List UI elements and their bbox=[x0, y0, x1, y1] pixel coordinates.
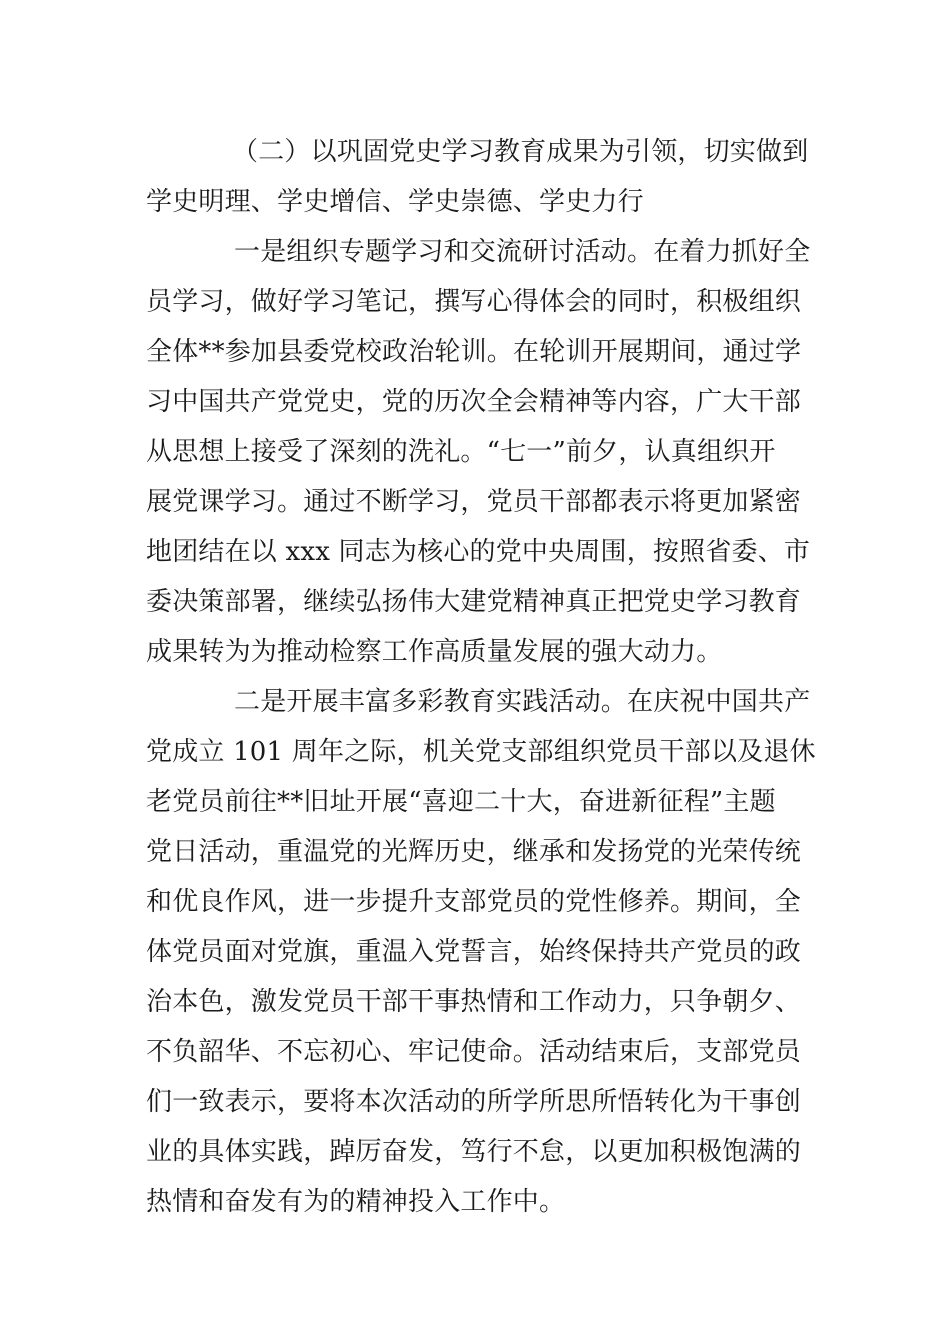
paragraph-2-line-9: 们一致表示，要将本次活动的所学所思所悟转化为干事创 bbox=[146, 1087, 802, 1117]
paragraph-1-line-8: 委决策部署，继续弘扬伟大建党精神真正把党史学习教育 bbox=[146, 587, 802, 617]
section-heading-line-2: 学史明理、学史增信、学史崇德、学史力行 bbox=[146, 187, 644, 217]
paragraph-1-line-9: 成果转为为推动检察工作高质量发展的强大动力。 bbox=[146, 637, 723, 667]
paragraph-2-line-11: 热情和奋发有为的精神投入工作中。 bbox=[146, 1187, 566, 1217]
paragraph-1-line-1: 一是组织专题学习和交流研讨活动。在着力抓好全 bbox=[234, 237, 811, 267]
paragraph-1-line-6: 展党课学习。通过不断学习，党员干部都表示将更加紧密 bbox=[146, 487, 802, 517]
section-heading-line-1: （二）以巩固党史学习教育成果为引领，切实做到 bbox=[232, 137, 809, 167]
paragraph-2-line-7: 治本色，激发党员干部干事热情和工作动力，只争朝夕、 bbox=[146, 987, 802, 1017]
paragraph-2-line-3: 老党员前往**旧址开展“喜迎二十大，奋进新征程”主题 bbox=[146, 787, 776, 817]
paragraph-2-line-1: 二是开展丰富多彩教育实践活动。在庆祝中国共产 bbox=[234, 687, 811, 717]
paragraph-1-line-7: 地团结在以 xxx 同志为核心的党中央周围，按照省委、市 bbox=[146, 537, 811, 567]
paragraph-1-line-4: 习中国共产党党史，党的历次全会精神等内容，广大干部 bbox=[146, 387, 802, 417]
paragraph-2-line-10: 业的具体实践，踔厉奋发，笃行不怠，以更加积极饱满的 bbox=[146, 1137, 802, 1167]
paragraph-1-line-5: 从思想上接受了深刻的洗礼。“七一”前夕，认真组织开 bbox=[146, 437, 776, 467]
paragraph-2-line-5: 和优良作风，进一步提升支部党员的党性修养。期间，全 bbox=[146, 887, 802, 917]
paragraph-2-line-4: 党日活动，重温党的光辉历史，继承和发扬党的光荣传统 bbox=[146, 837, 802, 867]
paragraph-2-line-6: 体党员面对党旗，重温入党誓言，始终保持共产党员的政 bbox=[146, 937, 802, 967]
paragraph-1-line-2: 员学习，做好学习笔记，撰写心得体会的同时，积极组织 bbox=[146, 287, 802, 317]
paragraph-2-line-2: 党成立 101 周年之际，机关党支部组织党员干部以及退休 bbox=[146, 737, 816, 767]
paragraph-1-line-3: 全体**参加县委党校政治轮训。在轮训开展期间，通过学 bbox=[146, 337, 802, 367]
paragraph-2-line-8: 不负韶华、不忘初心、牢记使命。活动结束后，支部党员 bbox=[146, 1037, 802, 1067]
